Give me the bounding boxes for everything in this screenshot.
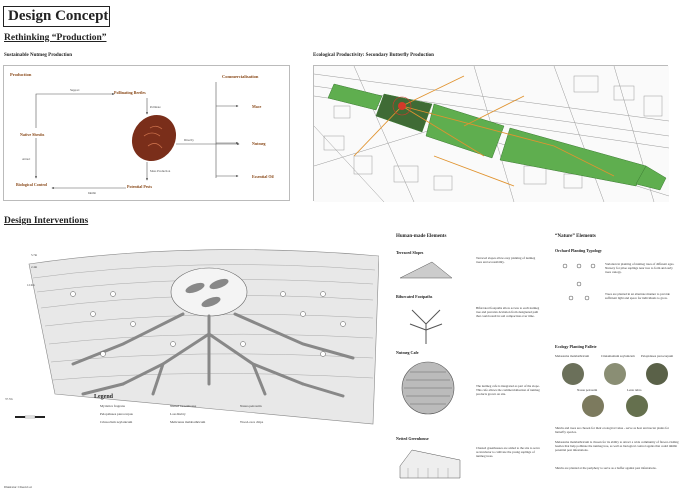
butterfly-source-icon [398, 102, 406, 110]
node-native-shrubs: Native Shrubs [20, 132, 45, 137]
orchard-typology-diagram [557, 258, 601, 308]
greenhouse-sketch [398, 444, 464, 484]
masterplan-panel [3, 234, 379, 464]
legend-title: Legend [94, 394, 114, 400]
human-item-title: Terraced Slopes [396, 250, 424, 255]
species-label: Pelopidasea pterocarpum [641, 354, 674, 358]
edge-label-pollinate: Pollinate [150, 105, 161, 109]
legend-item: Wood-cece chips [240, 420, 264, 424]
palette-desc-2: Melastoma malabathricum is chosen for its ability to attract a wide community of flower-visiting beetles that help pollinate the nutmeg tree, as well as biological control agents that could inhibit potential pest infestations. [555, 440, 679, 452]
human-elements [396, 246, 546, 486]
scale-label-2: 2.4m [31, 265, 38, 269]
masterplan-drawing [3, 234, 379, 464]
species-label: Melastoma malabathricum [555, 354, 590, 358]
nature-heading: “Nature” Elements [555, 234, 596, 239]
node-pollinating-beetles: Pollinating Beetles [114, 90, 146, 95]
orchard-desc-1: Variation in planting of nutmeg trees of different ages. Nursery for piloe saplings near tree to form and early trees canopy. [605, 262, 675, 274]
butterfly-site-map [314, 66, 669, 202]
terraced-slope-sketch [398, 258, 454, 280]
legend-item: Crinsoclum zeylanicum [100, 420, 133, 424]
nutmeg-heading: Sustainable Nutmeg Production [4, 53, 72, 58]
human-heading: Human-made Elements [396, 234, 447, 239]
page-title: Design Concept [3, 6, 110, 27]
nutmeg-cafe-sketch [400, 360, 456, 416]
orchard-title: Orchard Planting Typology [555, 248, 602, 253]
legend-item: Melicanus malabathricum [170, 420, 206, 424]
edge-label-attract: Attract [22, 157, 31, 161]
section-subtitle: Rethinking “Production” [4, 33, 107, 43]
node-biological-control: Biological Control [16, 182, 48, 187]
legend-item: Nasua petroutin [240, 404, 262, 408]
human-item-desc: Bifurcated footpaths allow access to each nutmeg tree and prevents deviation from designated path that could result in soil compaction over time. [476, 306, 540, 318]
palette-desc-3: Shrubs are planted at the periphery to serve as a buffer against pest infestations. [555, 466, 657, 470]
human-item-desc: Chested greenhouses are added to the site to serve as incubator to cultivate the young saplings of nutmeg trees. [476, 446, 540, 458]
scale-label-4: 37.7m [5, 397, 13, 401]
legend-item: Nutted Greenhouse [170, 404, 197, 408]
scale-label-1: 5.7m [31, 253, 38, 257]
orchard-desc-2: Trees are planted in an alternate manner to provide sufficient light and space for individuals to grow. [605, 292, 670, 300]
edge-label-directly: Directly [184, 138, 194, 142]
legend-item: Myristica fragrans [100, 404, 125, 408]
species-label: Nasua petroutin [577, 388, 598, 392]
palette-desc-1: Shrubs and trees are chosen for their ecological value - serve as host and nectar plants for butterfly species. [555, 426, 669, 434]
scale-bar [15, 416, 45, 418]
human-item-desc: Terraced slopes allow easy planting of nutmeg trees and accessibility. [476, 256, 536, 264]
edge-label-support: Support [70, 88, 80, 92]
human-item-title: Bifurcated Footpaths [396, 294, 433, 299]
edge-label-mass: Mass Production [150, 169, 171, 173]
human-item-desc: The nutmeg cafe is integrated as part of the slope. This cafe allows the commercialisation of nutmeg products grown on site. [476, 384, 540, 396]
nutmeg-diagram-panel [3, 65, 290, 201]
node-nutmeg: Nutmeg [252, 141, 266, 146]
legend-item: Pelopidasea pterocarpus [100, 412, 133, 416]
scale-label-3: 12.9m [27, 283, 35, 287]
edge-label-inhibit: Inhibit [88, 191, 96, 195]
nutmeg-flow-diagram [4, 66, 291, 202]
butterfly-map-panel [313, 65, 668, 201]
production-label: Production [10, 72, 32, 77]
legend-item: Loss Rubry [170, 412, 186, 416]
commercialisation-label: Commercialisation [222, 74, 259, 79]
human-item-title: Netted Greenhouse [396, 436, 429, 441]
illustrator-credit: Illustrator: Cheon Lai [4, 485, 32, 489]
node-potential-pests: Potential Pests [127, 184, 152, 189]
nutmeg-cafe [171, 268, 247, 316]
species-label: Lesia rubra [627, 388, 642, 392]
node-mace: Mace [252, 104, 262, 109]
interventions-heading: Design Interventions [4, 216, 89, 226]
eco-heading: Ecological Productivity: Secondary Butterfly Production [313, 53, 434, 58]
nature-elements [555, 246, 680, 486]
nutmeg-seed-icon [123, 106, 185, 169]
footpath-sketch [404, 304, 448, 348]
edge-support [36, 94, 114, 128]
palette-title: Ecology Planting Pallete [555, 344, 597, 349]
human-item-title: Nutmeg Cafe [396, 350, 419, 355]
species-label: Cinnamomum zeylanicum [601, 354, 635, 358]
node-essential-oil: Essential Oil [252, 174, 274, 179]
